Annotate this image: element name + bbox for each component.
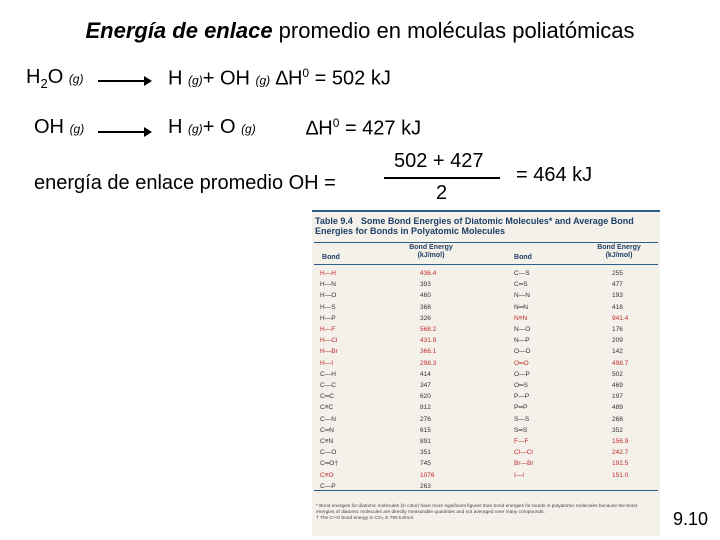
footnote-1: * Bond energies for diatomic molecules (in color) have more significant figures than bond energies for bonds in polyatomic molecules because the bond energies of diatomic molecules are directly measurable quantities and not averaged over many compounds. bbox=[316, 504, 638, 515]
right-energy-4: 941.4 bbox=[612, 314, 629, 322]
right-energy-13: 268 bbox=[612, 415, 623, 423]
r1-p1-phase: (g) bbox=[188, 73, 203, 88]
right-bond-2: N—N bbox=[514, 292, 530, 300]
right-energy-6: 209 bbox=[612, 337, 623, 345]
table-footnote bbox=[316, 504, 654, 522]
right-bond-3: N═N bbox=[514, 303, 528, 311]
right-energy-12: 489 bbox=[612, 404, 623, 412]
left-energy-10: 347 bbox=[420, 382, 431, 389]
right-bond-18: I—I bbox=[514, 471, 525, 479]
r1-value: = 502 kJ bbox=[314, 67, 391, 90]
left-energy-17: 745 bbox=[420, 460, 431, 468]
r1-plus: + bbox=[202, 67, 215, 90]
left-bond-18: C≡O bbox=[320, 471, 334, 479]
right-energy-11: 197 bbox=[612, 393, 623, 401]
left-energy-7: 366.1 bbox=[420, 348, 437, 356]
left-bond-2: H—O bbox=[320, 292, 337, 300]
right-energy-2: 193 bbox=[612, 292, 623, 300]
left-bond-4: H—P bbox=[320, 314, 336, 322]
title-bold: Energía de enlace bbox=[85, 18, 273, 43]
right-bond-17: Br—Br bbox=[514, 460, 534, 468]
right-energy-18: 151.0 bbox=[612, 471, 629, 479]
reaction1-products bbox=[168, 66, 391, 91]
left-bond-17: C═O† bbox=[320, 460, 338, 468]
left-bond-12: C≡C bbox=[320, 404, 334, 412]
right-bond-14: S═S bbox=[514, 426, 528, 434]
right-bond-8: O═O bbox=[514, 359, 529, 367]
r2-phase: (g) bbox=[69, 122, 85, 136]
right-bond-9: O—P bbox=[514, 370, 530, 378]
right-bond-11: P—P bbox=[514, 393, 530, 401]
left-energy-16: 351 bbox=[420, 449, 431, 457]
r2-delta: ∆H bbox=[306, 117, 333, 140]
right-energy-5: 176 bbox=[612, 326, 623, 333]
left-bond-0: H—H bbox=[320, 270, 336, 277]
reaction1-reactant bbox=[26, 66, 83, 91]
r1-sub: 2 bbox=[40, 76, 48, 91]
right-energy-14: 352 bbox=[612, 426, 623, 434]
r2-p2-phase: (g) bbox=[241, 122, 256, 136]
right-energy-9: 502 bbox=[612, 370, 623, 378]
left-energy-6: 431.9 bbox=[420, 337, 437, 345]
table-rule-header bbox=[314, 264, 658, 265]
header-energy-right: Bond Energy (kJ/mol) bbox=[597, 244, 641, 259]
right-bond-16: Cl—Cl bbox=[514, 449, 533, 457]
table-caption-text: Some Bond Energies of Diatomic Molecules* and Average Bond Energies for Bonds in Polyatomic Molecules bbox=[315, 216, 634, 236]
left-energy-15: 891 bbox=[420, 438, 431, 445]
left-energy-14: 615 bbox=[420, 426, 431, 434]
left-energy-3: 368 bbox=[420, 303, 431, 311]
page-number: 9.10 bbox=[672, 509, 708, 529]
right-energy-16: 242.7 bbox=[612, 449, 629, 457]
right-bond-10: O═S bbox=[514, 382, 528, 389]
average-denominator: 2 bbox=[436, 182, 448, 204]
r1-o: O bbox=[47, 66, 64, 88]
average-label: energía de enlace promedio OH = bbox=[34, 172, 336, 194]
right-energy-1: 477 bbox=[612, 281, 623, 289]
left-bond-15: C≡N bbox=[320, 438, 334, 445]
right-energy-3: 418 bbox=[612, 303, 623, 311]
right-energy-10: 469 bbox=[612, 382, 623, 389]
right-energy-8: 498.7 bbox=[612, 359, 629, 367]
left-bond-1: H—N bbox=[320, 281, 336, 289]
r1-p1: H bbox=[168, 67, 183, 90]
left-energy-9: 414 bbox=[420, 370, 431, 378]
page-title bbox=[0, 18, 720, 44]
r1-sup: 0 bbox=[302, 66, 310, 80]
right-energy-15: 156.9 bbox=[612, 438, 629, 445]
left-energy-1: 393 bbox=[420, 281, 431, 289]
header-bond-right: Bond bbox=[514, 254, 532, 261]
header-energy-left: Bond Energy (kJ/mol) bbox=[409, 244, 453, 259]
left-bond-16: C—O bbox=[320, 449, 337, 457]
right-energy-17: 192.5 bbox=[612, 460, 629, 468]
reaction2-reactant bbox=[34, 116, 84, 139]
r2-sup: 0 bbox=[332, 116, 340, 130]
right-bond-6: N—P bbox=[514, 337, 530, 345]
bond-energy-table bbox=[312, 210, 660, 536]
average-result: = 464 kJ bbox=[516, 164, 593, 186]
footnote-2: † The C═O bond energy in CO₂ is 799 kJ/mol. bbox=[316, 516, 415, 521]
r1-phase: (g) bbox=[68, 72, 84, 86]
title-rest: promedio en moléculas poliatómicas bbox=[272, 18, 635, 43]
r1-p2-phase: (g) bbox=[255, 73, 271, 88]
right-bond-0: C—S bbox=[514, 270, 530, 277]
left-bond-10: C—C bbox=[320, 382, 336, 389]
table-caption bbox=[315, 216, 655, 236]
r1-p2: OH bbox=[219, 67, 250, 90]
left-bond-3: H—S bbox=[320, 303, 336, 311]
average-numerator: 502 + 427 bbox=[394, 150, 484, 172]
reaction2-products bbox=[168, 116, 256, 139]
left-bond-8: H—I bbox=[320, 359, 333, 367]
left-bond-11: C═C bbox=[320, 393, 334, 401]
left-energy-0: 436.4 bbox=[420, 270, 437, 277]
table-rule-bottom bbox=[314, 490, 658, 491]
left-bond-7: H—Br bbox=[320, 348, 338, 356]
left-energy-18: 1076 bbox=[420, 471, 435, 479]
left-energy-13: 276 bbox=[420, 415, 431, 423]
right-bond-15: F—F bbox=[514, 438, 529, 445]
fraction-line bbox=[384, 177, 500, 179]
r1-delta: ∆H bbox=[275, 67, 303, 90]
r2-p1-phase: (g) bbox=[188, 122, 203, 136]
right-bond-7: O—O bbox=[514, 348, 531, 356]
reaction2-enthalpy bbox=[306, 116, 421, 141]
left-bond-14: C═N bbox=[320, 426, 334, 434]
left-bond-19: C—P bbox=[320, 482, 336, 490]
reaction-arrow-1 bbox=[98, 80, 150, 82]
left-bond-13: C—N bbox=[320, 415, 336, 423]
left-bond-6: H—Cl bbox=[320, 337, 338, 345]
left-energy-4: 326 bbox=[420, 314, 431, 322]
right-bond-1: C═S bbox=[514, 281, 528, 289]
left-energy-2: 460 bbox=[420, 292, 431, 300]
left-energy-12: 812 bbox=[420, 404, 431, 412]
right-bond-5: N—O bbox=[514, 326, 531, 333]
r2-plus: + bbox=[202, 116, 215, 138]
left-bond-9: C—H bbox=[320, 370, 336, 378]
header-bond-left: Bond bbox=[322, 254, 340, 261]
left-bond-5: H—F bbox=[320, 326, 336, 333]
r2-p2: O bbox=[219, 116, 236, 138]
right-energy-0: 255 bbox=[612, 270, 623, 277]
left-energy-19: 263 bbox=[420, 482, 431, 490]
r2-p1: H bbox=[168, 116, 183, 138]
table-rule-top bbox=[314, 242, 658, 243]
right-bond-4: N≡N bbox=[514, 314, 528, 322]
right-energy-7: 142 bbox=[612, 348, 623, 356]
r1-h: H bbox=[26, 66, 41, 88]
left-energy-5: 568.2 bbox=[420, 326, 437, 333]
r2-oh: OH bbox=[34, 116, 64, 138]
reaction-arrow-2 bbox=[98, 131, 150, 133]
left-energy-8: 298.3 bbox=[420, 359, 437, 367]
table-number: Table 9.4 bbox=[315, 216, 353, 226]
r2-value: = 427 kJ bbox=[344, 117, 422, 140]
right-bond-12: P═P bbox=[514, 404, 528, 412]
right-bond-13: S—S bbox=[514, 415, 530, 423]
left-energy-11: 620 bbox=[420, 393, 431, 401]
